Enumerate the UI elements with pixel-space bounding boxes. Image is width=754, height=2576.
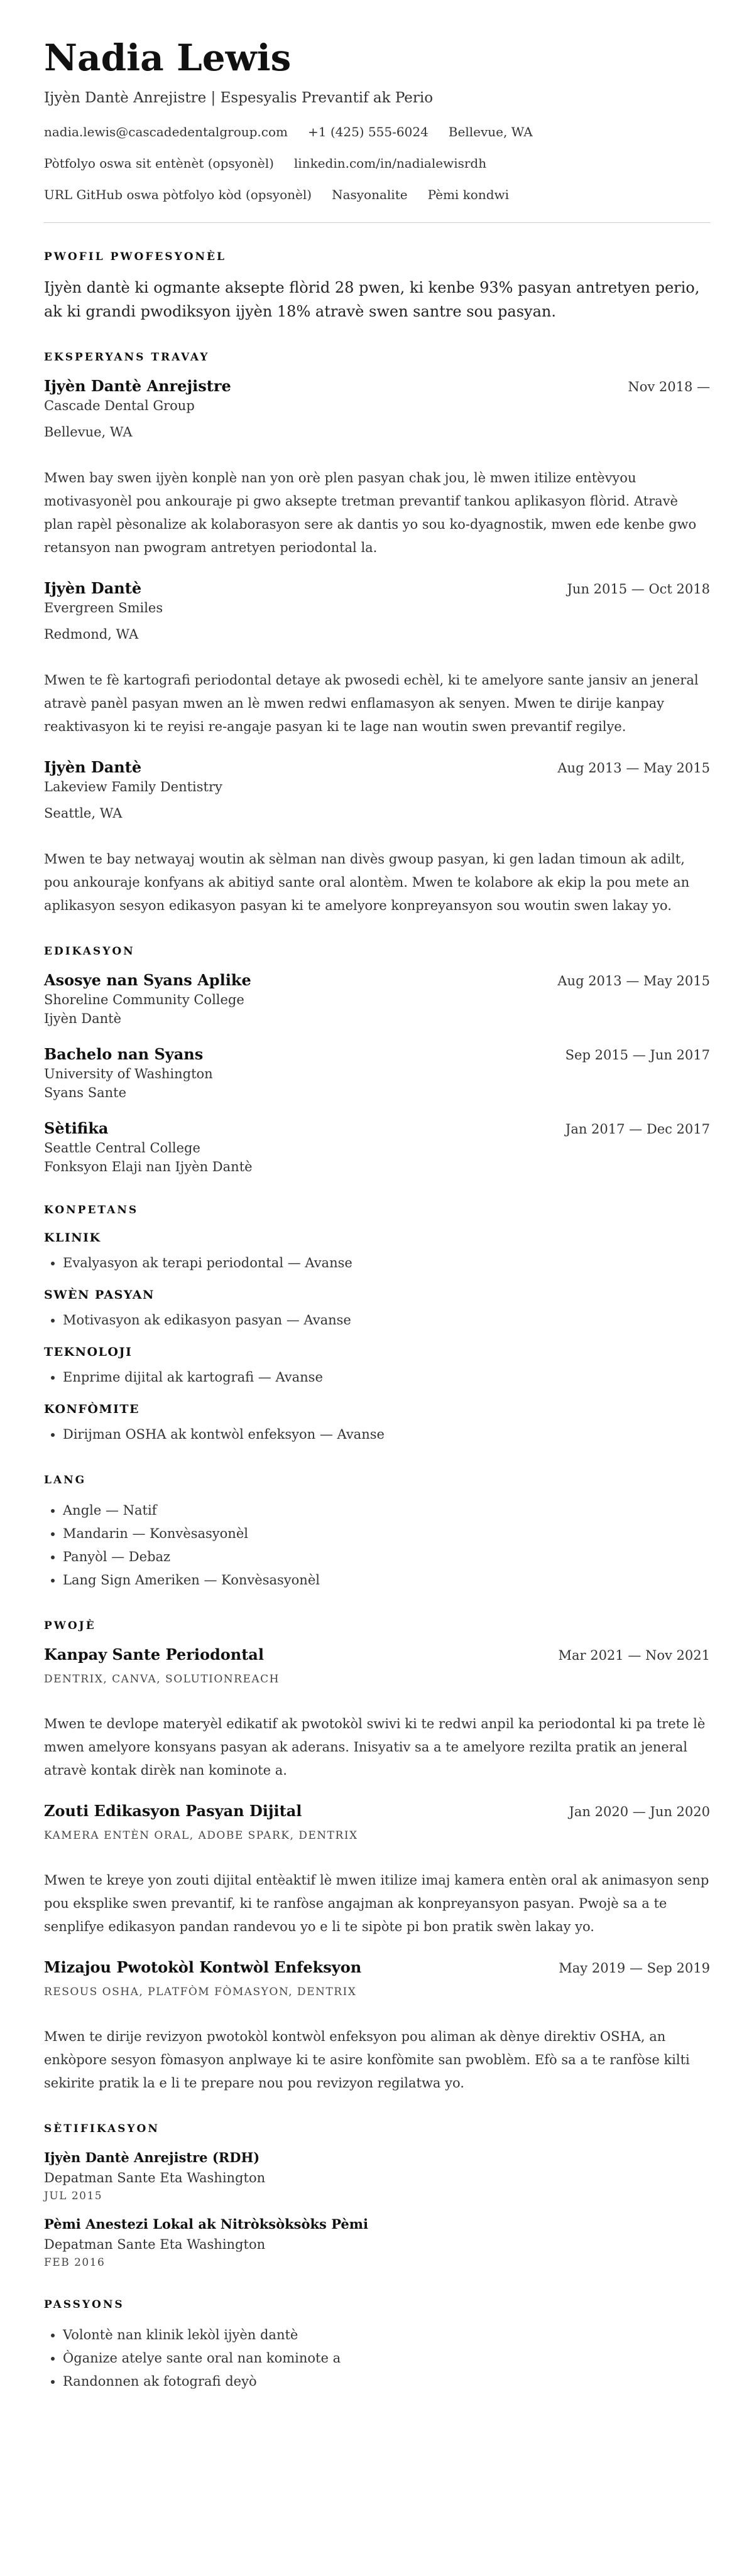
company-name: Cascade Dental Group (44, 398, 195, 413)
contact-row (44, 186, 710, 203)
job-title: Ijyèn Dantè Anrejistre (44, 377, 231, 395)
job-location: Bellevue, WA (44, 425, 133, 440)
education-section (44, 944, 710, 1176)
project-entry (44, 1957, 710, 2095)
section-title: LANG (44, 1474, 87, 1486)
company-name: Lakeview Family Dentistry (44, 779, 222, 794)
project-dates: May 2019 — Sep 2019 (559, 1961, 710, 1976)
project-name: Kanpay Sante Periodontal (44, 1645, 264, 1664)
skill-group (44, 1229, 710, 1275)
project-name: Zouti Edikasyon Pasyan Dijital (44, 1802, 302, 1820)
section-title: PASSYONS (44, 2298, 124, 2311)
section-title: SÈTIFIKASYON (44, 2123, 160, 2135)
project-dates: Mar 2021 — Nov 2021 (558, 1648, 710, 1663)
skill-item: • Dirijman OSHA ak kontwòl enfeksyon — Avanse (63, 1423, 710, 1446)
certification-name: Pèmi Anestezi Lokal ak Nitròksòksòks Pèmi (44, 2216, 368, 2232)
school-name: Seattle Central College (44, 1140, 200, 1155)
skill-group (44, 1400, 710, 1446)
skill-category: TEKNOLOJI (44, 1345, 133, 1359)
linkedin-link[interactable]: linkedin.com/in/nadialewisrdh (293, 156, 487, 171)
field-of-study: Syans Sante (44, 1085, 127, 1100)
section-title: PWOJÈ (44, 1620, 96, 1632)
skill-group (44, 1343, 710, 1389)
job-dates: Nov 2018 — (628, 379, 710, 394)
summary-text: Ijyèn dantè ki ogmante aksepte flòrid 28 pwen, ki kenbe 93% pasyan antretyen perio, ak ki grandi pwodiksyon ijyèn 18% atravè swen santre sou pasyan. (44, 279, 700, 320)
language-item: • Lang Sign Ameriken — Konvèsasyonèl (63, 1569, 710, 1592)
project-entry (44, 1645, 710, 1782)
job-location: Seattle, WA (44, 806, 123, 821)
job-dates: Aug 2013 — May 2015 (557, 760, 710, 776)
skills-section (44, 1203, 710, 1446)
experience-entry (44, 578, 710, 739)
certification-name: Ijyèn Dantè Anrejistre (RDH) (44, 2150, 260, 2165)
interest-list (44, 2324, 710, 2393)
education-dates: Jan 2017 — Dec 2017 (565, 1122, 710, 1137)
certification-date: JUL 2015 (44, 2190, 103, 2202)
job-location: Redmond, WA (44, 627, 139, 642)
skill-group (44, 1286, 710, 1332)
section-title: EKSPERYANS TRAVAY (44, 351, 210, 364)
company-name: Evergreen Smiles (44, 600, 163, 615)
education-entry (44, 1118, 710, 1176)
skill-category: SWÈN PASYAN (44, 1288, 155, 1302)
interest-item: • Volontè nan klinik lekòl ijyèn dantè (63, 2324, 710, 2347)
field-of-study: Ijyèn Dantè (44, 1011, 122, 1026)
degree-title: Asosye nan Syans Aplike (44, 971, 251, 989)
education-dates: Aug 2013 — May 2015 (557, 973, 710, 988)
language-item: • Mandarin — Konvèsasyonèl (63, 1522, 710, 1545)
location: Bellevue, WA (448, 124, 533, 139)
experience-entry (44, 376, 710, 560)
school-name: Shoreline Community College (44, 992, 244, 1007)
education-dates: Sep 2015 — Jun 2017 (565, 1047, 710, 1063)
education-entry (44, 1044, 710, 1102)
section-title: PWOFIL PWOFESYONÈL (44, 251, 226, 263)
drivers-license: Pèmi kondwi (427, 187, 510, 202)
job-dates: Jun 2015 — Oct 2018 (567, 582, 710, 597)
github-link[interactable]: URL GitHub oswa pòtfolyo kòd (opsyonèl) (44, 187, 312, 202)
field-of-study: Fonksyon Elaji nan Ijyèn Dantè (44, 1159, 253, 1174)
section-title: KONPETANS (44, 1204, 139, 1216)
degree-title: Bachelo nan Syans (44, 1045, 204, 1063)
experience-entry (44, 757, 710, 917)
job-description: Mwen te bay netwayaj woutin ak sèlman nan divès gwoup pasyan, ki gen ladan timoun ak adilt, pou ankouraje konfyans ak abitiyd sante oral alontèm. Mwen te kolabore ak ekip la pou mete an aplikasyon sesyon edikasyon pasyan ki te amelyore konpreyansyon sou woutin swen lakay yo. (44, 852, 690, 913)
skill-item: • Enprime dijital ak kartografi — Avanse (63, 1366, 710, 1389)
project-description: Mwen te devlope materyèl edikatif ak pwotokòl swivi ki te redwi anpil ka periodontal ki pa trete lè mwen amelyore konsyans pasyan ak aderans. Inisyativ sa a te amelyore rezilta pratik an jeneral atravè kontak dirèk nan kominote a. (44, 1716, 706, 1778)
job-title: Ijyèn Dantè (44, 758, 142, 776)
summary-section (44, 249, 710, 323)
project-description: Mwen te dirije revizyon pwotokòl kontwòl enfeksyon pou aliman ak dènye direktiv OSHA, an enkòpore sesyon fòmasyon anplwaye ki te asire konfòmite san pwoblèm. Efò sa a te ranfòse kilti sekirite pratik la e li te prepare nou pou revizyon regilatwa yo. (44, 2029, 690, 2091)
contact-row (44, 123, 710, 141)
certifications-section (44, 2121, 710, 2271)
skill-item: • Evalyasyon ak terapi periodontal — Avanse (63, 1252, 710, 1275)
resume-header (44, 36, 710, 223)
contact-row (44, 154, 710, 172)
languages-section (44, 1473, 710, 1592)
portfolio-link[interactable]: Pòtfolyo oswa sit entènèt (opsyonèl) (44, 156, 274, 171)
interest-item: • Randonnen ak fotografi deyò (63, 2370, 710, 2393)
skill-item: • Motivasyon ak edikasyon pasyan — Avanse (63, 1309, 710, 1332)
header-divider (44, 222, 710, 223)
language-list (44, 1499, 710, 1592)
certification-issuer: Depatman Sante Eta Washington (44, 2237, 266, 2252)
project-description: Mwen te kreye yon zouti dijital entèaktif lè mwen itilize imaj kamera entèn oral ak animasyon senp pou eksplike swen prevantif, ki te ranfòse angajman ak konpreyansyon pasyan. Pwojè sa a te senplifye edikasyon pandan randevou yo e li te sipòte pi bon pratik swèn lakay yo. (44, 1873, 709, 1934)
projects-section (44, 1618, 710, 2095)
phone-number[interactable]: +1 (425) 555-6024 (307, 124, 429, 139)
project-tools: RESOUS OSHA, PLATFÒM FÒMASYON, DENTRIX (44, 1986, 357, 1998)
skill-category: KONFÒMITE (44, 1402, 140, 1416)
certification-entry (44, 2214, 710, 2271)
degree-title: Sètifika (44, 1119, 109, 1137)
project-tools: KAMERA ENTÈN ORAL, ADOBE SPARK, DENTRIX (44, 1829, 358, 1842)
language-item: • Angle — Natif (63, 1499, 710, 1522)
email-link[interactable]: nadia.lewis@cascadedentalgroup.com (44, 124, 288, 139)
project-tools: DENTRIX, CANVA, SOLUTIONREACH (44, 1673, 280, 1686)
job-description: Mwen te fè kartografi periodontal detaye ak pwosedi echèl, ki te amelyore sante jansiv an jeneral atravè panèl pasyan mwen an lè mwen redwi enflamasyon ak senyen. Mwen te dirije kanpay reaktivasyon ki te reyisi re-angaje pasyan ki te lage nan woutin swen prevantif regilye. (44, 673, 699, 734)
candidate-name: Nadia Lewis (44, 36, 292, 79)
certification-issuer: Depatman Sante Eta Washington (44, 2170, 266, 2185)
project-entry (44, 1801, 710, 1939)
project-name: Mizajou Pwotokòl Kontwòl Enfeksyon (44, 1958, 362, 1976)
experience-section (44, 350, 710, 917)
nationality: Nasyonalite (332, 187, 408, 202)
job-description: Mwen bay swen ijyèn konplè nan yon orè plen pasyan chak jou, lè mwen itilize entèvyou motivasyonèl pou ankouraje pi gwo aksepte tretman prevantif tankou aplikasyon flòrid. Atravè plan rapèl pèsonalize ak kolaborasyon sere ak dantis yo sou ko-dyagnostik, mwen ede kenbe gwo retansyon nan pwogram antretyen periodontal la. (44, 470, 697, 555)
skill-category: KLINIK (44, 1231, 101, 1245)
language-item: • Panyòl — Debaz (63, 1545, 710, 1569)
project-dates: Jan 2020 — Jun 2020 (569, 1804, 710, 1819)
certification-date: FEB 2016 (44, 2256, 106, 2269)
headline: Ijyèn Dantè Anrejistre | Espesyalis Prevantif ak Perio (44, 90, 434, 106)
certification-entry (44, 2148, 710, 2204)
school-name: University of Washington (44, 1066, 213, 1081)
interest-item: • Òganize atelye sante oral nan kominote a (63, 2347, 710, 2370)
job-title: Ijyèn Dantè (44, 579, 142, 597)
interests-section (44, 2297, 710, 2393)
section-title: EDIKASYON (44, 945, 135, 958)
education-entry (44, 970, 710, 1028)
